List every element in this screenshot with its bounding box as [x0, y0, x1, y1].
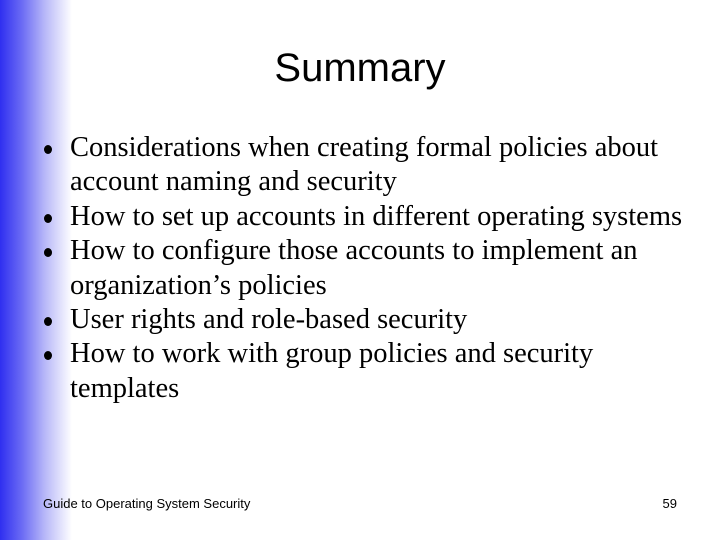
- bullet-dot-icon: [44, 145, 52, 154]
- bullet-text: User rights and role-based security: [70, 304, 468, 336]
- bullet-item: [40, 200, 700, 234]
- bullet-dot-icon: [44, 214, 52, 223]
- bullet-list: [40, 131, 700, 406]
- bullet-item: [40, 337, 700, 406]
- bullet-item: [40, 131, 700, 200]
- footer-course-title: Guide to Operating System Security: [43, 496, 251, 511]
- bullet-text: How to set up accounts in different operating systems: [70, 200, 683, 232]
- bullet-text: How to work with group policies and security templates: [70, 338, 594, 404]
- bullet-dot-icon: [44, 351, 52, 360]
- bullet-item: [40, 234, 700, 303]
- bullet-text: Considerations when creating formal policies about account naming and security: [70, 132, 659, 198]
- bullet-text: How to configure those accounts to implement an organization’s policies: [70, 235, 638, 301]
- bullet-dot-icon: [44, 248, 52, 257]
- bullet-item: [40, 303, 700, 337]
- bullet-dot-icon: [44, 317, 52, 326]
- footer-page-number: 59: [662, 496, 677, 511]
- slide-title: Summary: [274, 46, 446, 90]
